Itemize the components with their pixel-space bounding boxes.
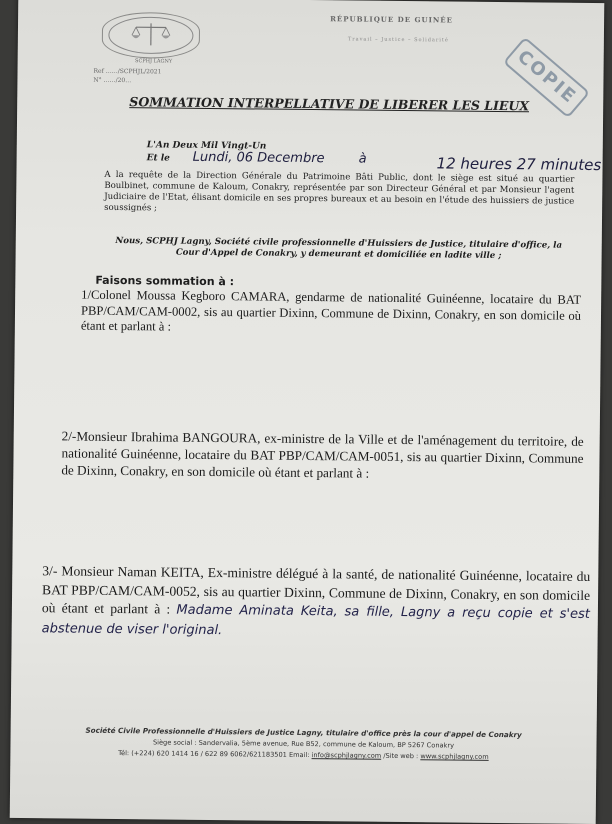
footer-address: Siège social : Sandervalia, 5ème avenue, Rue B52, commune de Kaloum, BP 5267 Conakry (10, 737, 596, 751)
handwritten-time: 12 heures 27 minutes (437, 154, 602, 174)
faisons-sommation-heading: Faisons sommation à : (95, 274, 234, 288)
footer-email-link[interactable]: info@scphjlagny.com (312, 751, 382, 760)
sommation-item-2: 2/-Monsieur Ibrahima BANGOURA, ex-ministre de la Ville et de l'aménagement du territoire, de nationalité Guinéenne, locataire du BAT PBP/CAM/CAM-0051, sis au quartier Dixinn, Commune de Dixinn, Conakry, en son domicile où étant et parlant à : (61, 427, 584, 483)
copie-stamp: COPIE (503, 37, 590, 119)
scales-of-justice-icon (106, 15, 196, 56)
republic-header: RÉPUBLIQUE DE GUINÉE (330, 14, 453, 24)
footer-phone: Tél: (+224) 620 1414 16 / 622 89 6062/621183501 Email: (118, 749, 309, 759)
republic-motto: Travail – Justice – Solidarité (348, 36, 449, 43)
sommation-item-1: 1/Colonel Moussa Kegboro CAMARA, gendarme de nationalité Guinéenne, locataire du BAT PBP/CAM/CAM-0002, sis au quartier Dixinn, Commune de Dixinn, Conakry, en son domicile où étant et parlant à : (81, 288, 581, 340)
huissier-identification: Nous, SCPHJ Lagny, Société civile professionnelle d'Huissiers de Justice, titulaire d'office, la Cour d'Appel de Conakry, y demeurant et domiciliée en ladite ville ; (104, 236, 574, 263)
date-year-line: L'An Deux Mil Vingt-Un (147, 140, 267, 151)
document-title: SOMMATION INTERPELLATIVE DE LIBERER LES LIEUX (129, 94, 529, 113)
handwritten-date: Lundi, 06 Decembre (193, 150, 325, 166)
logo-seal (102, 12, 200, 59)
sommation-item-3-text: 3/- Monsieur Naman KEITA, Ex-ministre délégué à la santé, de nationalité Guinéenne, locataire du BAT PBP/CAM/CAM-0052, sis au quartier Dixinn, Commune de Dixinn, Conakry, en son domicile où étant et parlant à : (42, 563, 591, 616)
footer-web-label: /Site web : (383, 752, 418, 760)
footer-website-link[interactable]: www.scphjlagny.com (420, 752, 488, 761)
footer (10, 725, 596, 765)
document-page (10, 0, 605, 824)
footer-company: Société Civile Professionnelle d'Huissiers de Justice Lagny, titulaire d'office près la cour d'appel de Conakry (11, 725, 597, 740)
logo-caption: SCPHJ LAGNY (104, 58, 204, 65)
requete-paragraph: A la requête de la Direction Générale du Patrimoine Bâti Public, dont le siège est situé au quartier Boulbinet, commune de Kaloum, Conakry, représentée par son Directeur Général et par Monsieur l'agent Judiciaire de l'Etat, élisant domicile en ses propres bureaux et au besoin en l'étude des huissiers de justice soussignés ; (104, 170, 574, 219)
handwritten-response: Madame Aminata Keita, sa fille, Lagny a reçu copie et s'est abstenue de viser l'original. (42, 603, 590, 638)
date-day-prefix: Et le (147, 153, 170, 163)
sommation-item-3 (42, 562, 591, 644)
handwritten-at: à (359, 152, 367, 167)
reference-number: Ref ……/SCPHJL/2021 (94, 68, 162, 76)
reference-number: N° ……/20… (93, 77, 131, 84)
